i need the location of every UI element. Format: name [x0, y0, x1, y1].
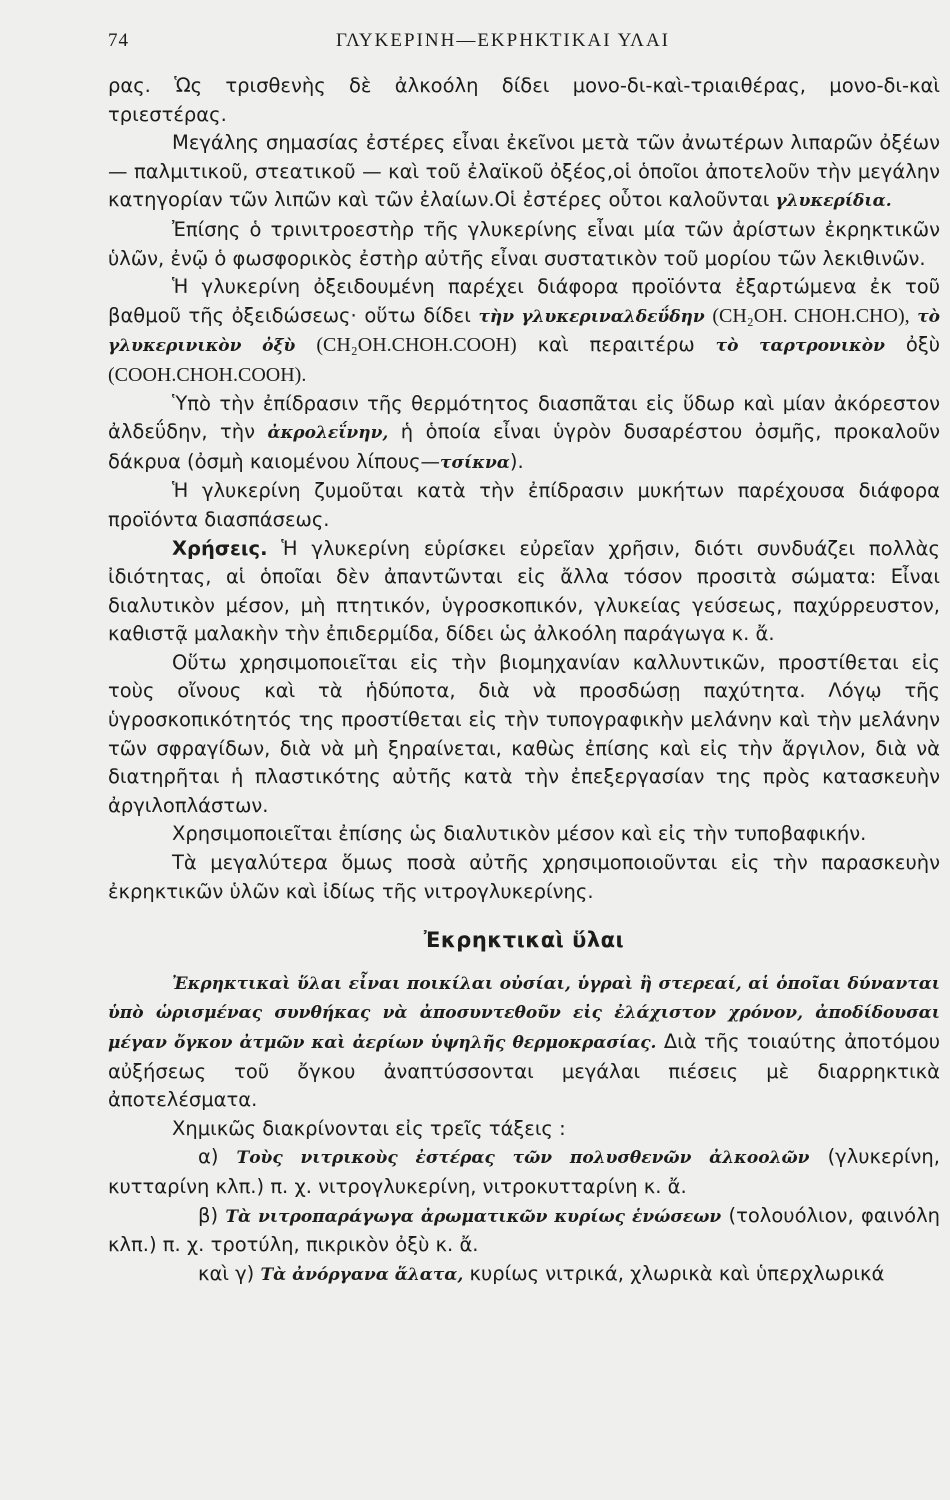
paragraph-esters [108, 129, 940, 216]
italic-term: Τὰ ἀνόργανα ἅλατα, [260, 1264, 464, 1285]
paragraph-text: Ἐπίσης ὁ τρινιτροεστὴρ τῆς γλυκερίνης εἶναι μία τῶν ἀρίστων ἐκρηκτικῶν ὑλῶν, ἐνῷ ὁ φωσφορικὸς ἐστὴρ αὐτῆς εἶναι συστατικὸν τοῦ μορίου τῶν λεκιθινῶν. [108, 217, 940, 270]
running-title: ΓΛΥΚΕΡΙΝΗ—ΕΚΡΗΚΤΙΚΑΙ ΥΛΑΙ [336, 30, 670, 51]
paragraph-text: Οὕτω χρησιμοποιεῖται εἰς τὴν βιομηχανίαν καλλυντικῶν, προστίθεται εἰς τοὺς οἴνους καὶ τὰ ἡδύποτα, διὰ νὰ προσδώσῃ παχύτητα. Λόγῳ τῆς ὑγροσκοπικότητός της προστίθεται εἰς τὴν τυπογραφικὴν μελάνην καὶ τὴν μελάνην τῶν σφραγίδων, διὰ νὰ μὴ ξηραίνεται, καθὼς ἐπίσης καὶ εἰς τὴν ἄργιλον, διὰ νὰ διατηρῆται ἡ πλαστικότης αὐτῆς κατὰ τὴν ἐπεξεργασίαν της πρὸς κατασκευὴν ἀργιλοπλάστων. [108, 650, 940, 817]
class-item-a [108, 1143, 940, 1201]
paragraph-text: Ἡ γλυκερίνη ζυμοῦται κατὰ τὴν ἐπίδρασιν μυκήτων παρέχουσα διάφορα προϊόντα διασπάσεως. [108, 479, 940, 531]
italic-term: Τὰ νιτροπαράγωγα ἀρωματικῶν κυρίως ἑνώσεων [225, 1206, 722, 1227]
paragraph-text: Ἡ γλυκερίνη ὀξειδουμένη παρέχει διάφορα προϊόντα ἐξαρτώμενα ἐκ τοῦ βαθμοῦ τῆς ὀξειδώσεως· οὕτω δίδει [108, 275, 940, 327]
paragraph-text: Διὰ τῆς τοιαύτης ἀποτόμου αὐξήσεως τοῦ ὄγκου ἀναπτύσσονται μεγάλαι πιέσεις μὲ διαρρηκτικὰ ἀποτελέσματα. [108, 1030, 941, 1112]
paragraph-fermentation [108, 477, 940, 534]
paragraph-classes-intro [108, 1115, 940, 1144]
italic-term: τὸ ταρτρονικὸν [715, 336, 885, 357]
class-item-b [108, 1202, 940, 1260]
italic-term: τὴν γλυκεριναλδεΰδην [478, 306, 705, 327]
paragraph-text: Τὰ μεγαλύτερα ὅμως ποσὰ αὐτῆς χρησιμοποιοῦνται εἰς τὴν παρασκευὴν ἐκρηκτικῶν ὑλῶν καὶ ἰδίως τῆς νιτρογλυκερίνης. [108, 851, 940, 903]
italic-term: τὸ γλυκερινικὸν ὀξὺ [108, 306, 941, 357]
paragraph-text: ). [509, 449, 524, 473]
paragraph-text: Ἡ γλυκερίνη εὑρίσκει εὐρεῖαν χρῆσιν, διότι συνδυάζει πολλὰς ἰδιότητας, αἱ ὁποῖαι δὲν ἀπαντῶνται εἰς ἄλλα τόσον προσιτὰ σώματα: Εἶναι διαλυτικὸν μέσον, μὴ πτητικόν, ὑγροσκοπικόν, γλυκείας γεύσεως, παχύρρευστον, καθιστᾷ μαλακὴν τὴν ἐπιδερμίδα, δίδει ὡς ἀλκοόλη παράγωγα κ. ἄ. [108, 536, 940, 646]
italic-term: γλυκερίδια. [775, 191, 892, 212]
paragraph-definition [108, 969, 940, 1115]
italic-term: ἀκρολεΐνην, [267, 423, 389, 444]
paragraph-text: Χρησιμοποιεῖται ἐπίσης ὡς διαλυτικὸν μέσον καὶ εἰς τὴν τυποβαφικήν. [172, 822, 867, 846]
paragraph-text: ρας. Ὡς τρισθενὴς δὲ ἀλκοόλη δίδει μονο-δι-καὶ-τριαιθέρας, μονο-δι-καὶ τριεστέρας. [108, 74, 940, 126]
paragraph-text: Χημικῶς διακρίνονται εἰς τρεῖς τάξεις : [172, 1116, 566, 1140]
paragraph-explosives-use [108, 849, 940, 906]
paragraph-heat [108, 390, 940, 478]
paragraph-text: Ὑπὸ τὴν ἐπίδρασιν τῆς θερμότητος διασπᾶται εἰς ὕδωρ καὶ μίαν ἀκόρεστον ἀλδεΰδην, τὴν [108, 391, 940, 444]
italic-definition: Ἐκρηκτικαὶ ὕλαι εἶναι ποικίλαι οὐσίαι, ὑγραὶ ἢ στερεαί, αἱ ὁποῖαι δύνανται ὑπὸ ὡρισμένας συνθήκας νὰ ἀποσυντεθοῦν εἰς ἐλάχιστον χρόνον, ἀποδίδουσαι μέγαν ὄγκον ἀτμῶν καὶ ἀερίων ὑψηλῆς θερμοκρασίας. [108, 973, 940, 1053]
list-marker: β) [198, 1203, 219, 1227]
paragraph-text: ὀξὺ [905, 333, 940, 357]
paragraph-text: Μεγάλης σημασίας ἐστέρες εἶναι ἐκεῖνοι μετὰ τῶν ἀνωτέρων λιπαρῶν ὀξέων — παλμιτικοῦ, στεατικοῦ — καὶ τοῦ ἐλαϊκοῦ ὀξέος,οἱ ὁποῖοι ἀποτελοῦν τὴν μεγάλην κατηγορίαν τῶν λιπῶν καὶ τῶν ἐλαίων.Οἱ ἐστέρες οὗτοι καλοῦνται [108, 131, 940, 212]
paragraph-text: ἡ ὁποία εἶναι ὑγρὸν δυσαρέστου ὀσμῆς, προκαλοῦν δάκρυα (ὀσμὴ καιομένου λίπους— [108, 420, 940, 473]
page-number: 74 [108, 30, 129, 51]
paragraph-industry [108, 649, 940, 821]
paragraph-continuation [108, 72, 940, 129]
chemical-formula: (COOH.CHOH.COOH). [108, 363, 307, 386]
paragraph-dyeing [108, 820, 940, 849]
paragraph-trinitro [108, 216, 940, 273]
italic-term: Τοὺς νιτρικοὺς ἐστέρας τῶν πολυσθενῶν ἀλκοολῶν [236, 1148, 810, 1169]
paragraph-uses [108, 535, 940, 649]
section-label: Χρήσεις. [172, 536, 268, 560]
class-item-c [108, 1260, 940, 1290]
paragraph-text: (τολουόλιον, φαινόλη κλπ.) π. χ. τροτύλη, πικρικὸν ὀξὺ κ. ἄ. [108, 1203, 940, 1257]
chemical-formula: (CH₂OH. CHOH.CHO), [712, 304, 910, 327]
section-heading: Ἐκρηκτικαὶ ὕλαι [423, 928, 625, 953]
italic-term: τσίκνα [440, 452, 510, 473]
paragraph-text: κυρίως νιτρικά, χλωρικὰ καὶ ὑπερχλωρικά [469, 1261, 885, 1285]
list-marker: α) [198, 1145, 219, 1169]
paragraph-text: καὶ περαιτέρω [537, 333, 695, 357]
page-body [108, 72, 940, 1289]
list-marker: καὶ γ) [198, 1261, 255, 1285]
paragraph-oxidation [108, 273, 940, 389]
chemical-formula: (CH₂OH.CHOH.COOH) [316, 334, 517, 357]
paragraph-text: (γλυκερίνη, κυτταρίνη κλπ.) π. χ. νιτρογλυκερίνη, νιτροκυτταρίνη κ. ἄ. [108, 1145, 940, 1198]
